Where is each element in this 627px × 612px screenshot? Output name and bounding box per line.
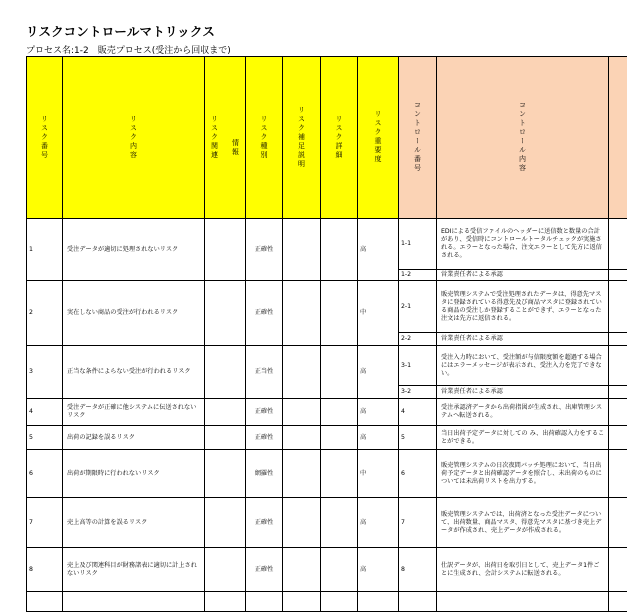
table-cell: 高 (358, 346, 399, 399)
table-cell: 仕訳データが、出荷日を取引日として、売上データ1件ごとに生成され、会計システムに転送される。 (437, 548, 609, 592)
table-cell (609, 386, 627, 399)
table-cell: 5 (27, 426, 63, 450)
table-cell (27, 592, 63, 612)
table-cell: 出荷が期限時に行われないリスク (63, 450, 205, 498)
table-cell: 正確性 (246, 426, 283, 450)
table-row (27, 426, 627, 450)
table-cell: 売上高等の計算を誤るリスク (63, 498, 205, 548)
table-cell: 8 (27, 548, 63, 592)
header-control-content (437, 57, 609, 219)
table-cell (399, 592, 437, 612)
table-cell: 高 (358, 219, 399, 281)
table-cell (283, 450, 321, 498)
table-cell (205, 498, 246, 548)
table-row (27, 219, 627, 270)
table-cell (321, 399, 358, 426)
table-cell: 1-2 (399, 270, 437, 281)
header-row (27, 57, 627, 219)
table-cell (437, 592, 609, 612)
table-cell (321, 219, 358, 281)
table-cell: 1-1 (399, 219, 437, 270)
page-title: リスクコントロールマトリックス (26, 22, 215, 40)
table-cell (358, 592, 399, 612)
table-cell (321, 426, 358, 450)
table-row (27, 399, 627, 426)
table-cell: 販売管理システムでは、出荷済となった受注データについて、出荷数量、商品マスタ、得意先マスタに基づき売上データが作成され、売上データが作成される。 (437, 498, 609, 548)
table-cell (283, 346, 321, 399)
table-cell (283, 399, 321, 426)
table-cell: 正確性 (246, 548, 283, 592)
table-cell (321, 450, 358, 498)
table-cell (283, 219, 321, 281)
table-cell: 受注データが正確に他システムに伝送されないリスク (63, 399, 205, 426)
table-cell: 高 (358, 548, 399, 592)
table-cell: 2-2 (399, 333, 437, 346)
table-cell: 中 (358, 450, 399, 498)
header-label: リスク種別 (259, 91, 269, 183)
header-label: リスク関連 (210, 91, 220, 183)
table-cell (321, 281, 358, 346)
table-cell: 4 (399, 399, 437, 426)
table-cell: 高 (358, 426, 399, 450)
table-cell (609, 399, 627, 426)
table-cell: 正確性 (246, 281, 283, 346)
table-cell (321, 548, 358, 592)
table-cell (321, 498, 358, 548)
table-cell: 7 (399, 498, 437, 548)
header-label: 情報 (231, 91, 241, 183)
header-risk-content (63, 57, 205, 219)
table-cell: 6 (399, 450, 437, 498)
table-cell (283, 498, 321, 548)
table-cell: 受注データが適切に処理されないリスク (63, 219, 205, 281)
table-cell (609, 346, 627, 386)
table-row (27, 450, 627, 498)
table-cell (205, 346, 246, 399)
table-cell: 正当な条件によらない受注が行われるリスク (63, 346, 205, 399)
header-label: リスク内容 (129, 91, 139, 183)
table-row (27, 548, 627, 592)
header-risk-no (27, 57, 63, 219)
table-cell (246, 592, 283, 612)
table-cell (283, 281, 321, 346)
table-cell: 高 (358, 399, 399, 426)
table-cell: 高 (358, 498, 399, 548)
table-cell: 2 (27, 281, 63, 346)
table-cell: 営業責任者による承認 (437, 270, 609, 281)
table-row (27, 346, 627, 386)
header-risk-importance (358, 57, 399, 219)
header-label: リスク詳細 (334, 91, 344, 183)
table-cell (321, 346, 358, 399)
table-row (27, 592, 627, 612)
table-cell: 7 (27, 498, 63, 548)
table-cell (205, 426, 246, 450)
table-cell: 販売管理システムの日次夜間バッチ処理において、当日出荷予定データと出荷確認データを照合し、未出荷のものについては未出荷リストを出力する。 (437, 450, 609, 498)
table-cell: 受注承認済データから出荷指図が生成され、出庫管理システムへ転送される。 (437, 399, 609, 426)
table-cell (283, 548, 321, 592)
table-cell (609, 450, 627, 498)
table-cell: 営業責任者による承認 (437, 386, 609, 399)
table-cell: 当日出荷予定データに対しての み、出荷確認入力をすることができる。 (437, 426, 609, 450)
table-cell: 6 (27, 450, 63, 498)
table-cell (205, 450, 246, 498)
table-cell: 4 (27, 399, 63, 426)
table-cell (63, 592, 205, 612)
table-cell: EDIによる受信ファイルのヘッダーに送信数と数量の合計があり、受信時にコントロールトータルチェックが実施される。エラーとなった場合、注文エラーとして先方に返信される。 (437, 219, 609, 270)
table-cell: 5 (399, 426, 437, 450)
header-assertion (205, 57, 246, 219)
table-cell (609, 281, 627, 333)
header-risk-detail (321, 57, 358, 219)
header-label: コントロール番号 (413, 91, 423, 183)
table-cell: 営業責任者による承認 (437, 333, 609, 346)
table-cell (321, 592, 358, 612)
table-row (27, 498, 627, 548)
table-cell: 正確性 (246, 498, 283, 548)
table-cell (609, 333, 627, 346)
header-label: リスク補足説明 (297, 91, 307, 183)
table-cell: 受注入力時において、受注額が与信限度額を超過する場合にはエラーメッセージが表示され、受注入力を完了できない。 (437, 346, 609, 386)
table-cell (205, 592, 246, 612)
table-cell (609, 592, 627, 612)
table-cell: 中 (358, 281, 399, 346)
process-name: プロセス名:1-2 販売プロセス(受注から回収まで) (26, 43, 231, 56)
table-cell (609, 219, 627, 270)
table-cell: 3-1 (399, 346, 437, 386)
table-cell (205, 548, 246, 592)
table-cell: 正確性 (246, 399, 283, 426)
table-cell (283, 592, 321, 612)
table-cell (609, 548, 627, 592)
table-cell (609, 270, 627, 281)
header-label: コントロール内容 (518, 91, 528, 183)
table-cell: 3-2 (399, 386, 437, 399)
header-label: リスク重要度 (373, 91, 383, 183)
header-risk-supplement (283, 57, 321, 219)
table-cell (609, 426, 627, 450)
table-cell (205, 399, 246, 426)
table-cell: 1 (27, 219, 63, 281)
table-cell: 売上及び関連科目が財務諸表に適切に計上されないリスク (63, 548, 205, 592)
table-cell (609, 498, 627, 548)
header-label: リスク番号 (40, 91, 50, 183)
table-cell: 正当性 (246, 346, 283, 399)
header-control-no (399, 57, 437, 219)
header-risk-type (246, 57, 283, 219)
table-row (27, 281, 627, 333)
header-extra (609, 57, 627, 219)
table-cell: 網羅性 (246, 450, 283, 498)
table-cell: 出荷の記録を誤るリスク (63, 426, 205, 450)
table-cell: 実在しない商品の受注が行われるリスク (63, 281, 205, 346)
table-cell: 2-1 (399, 281, 437, 333)
table-cell (205, 281, 246, 346)
table-cell: 正確性 (246, 219, 283, 281)
table-cell (283, 426, 321, 450)
risk-control-matrix (26, 56, 627, 612)
table-cell: 8 (399, 548, 437, 592)
table-cell (205, 219, 246, 281)
table-cell: 3 (27, 346, 63, 399)
table-cell: 販売管理システムで受注処理されたデータは、得意先マスタに登録されている得意先及び商品マスタに登録されている商品の受注しか登録することができず、エラーとなった注文は先方に返信される。 (437, 281, 609, 333)
